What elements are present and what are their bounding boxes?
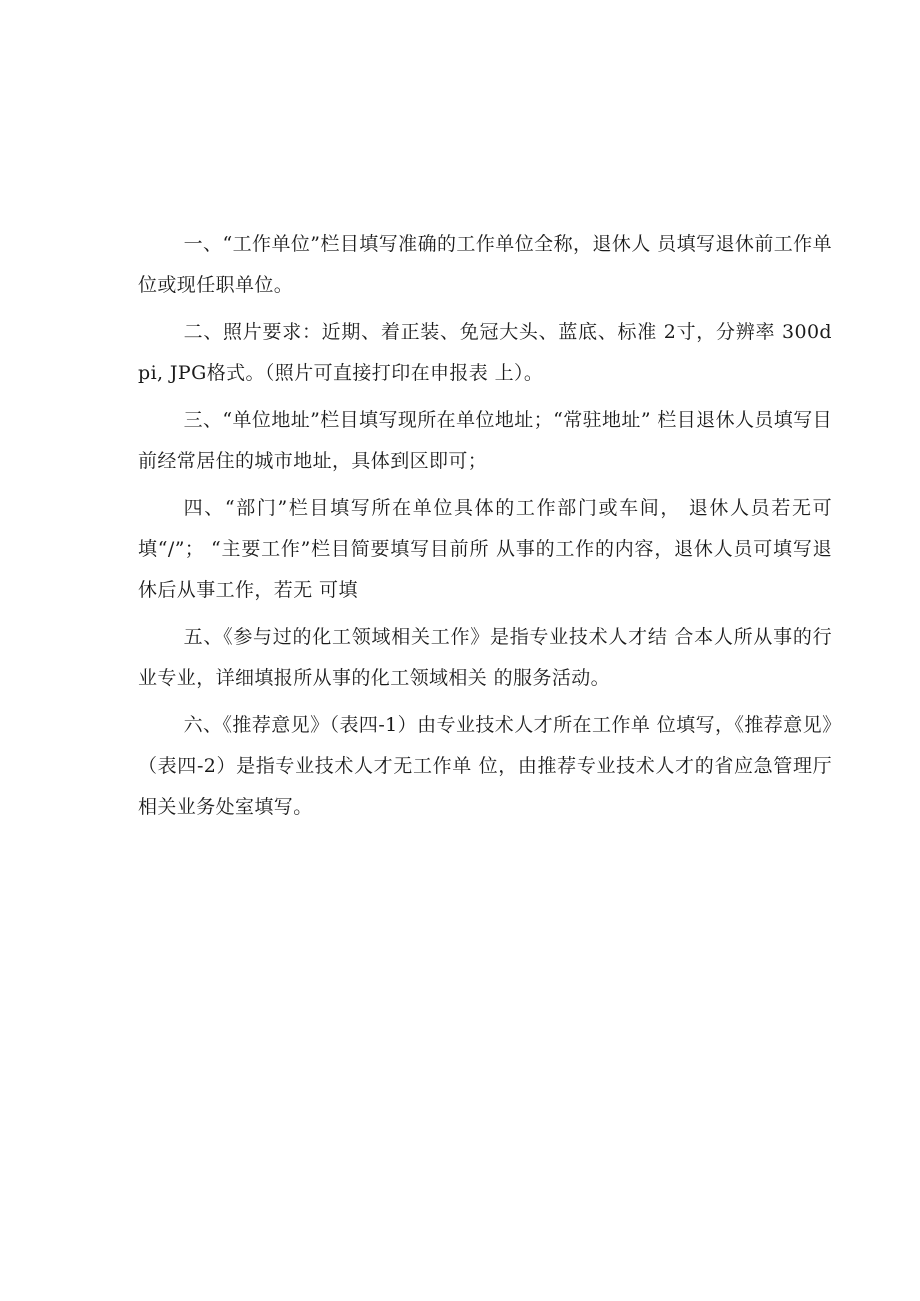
instruction-paragraph-3: 三、“单位地址”栏目填写现所在单位地址；“常驻地址” 栏目退休人员填写目前经常居住的城市地址，具体到区即可； [138,409,832,472]
instructions-body [138,224,832,834]
instruction-paragraph-6: 六、《推荐意见》（表四-1）由专业技术人才所在工作单 位填写，《推荐意见》（表四-2）是指专业技术人才无工作单 位，由推荐专业技术人才的省应急管理厅相关业务处室填写。 [138,714,832,818]
instruction-paragraph-2: 二、照片要求：近期、着正装、免冠大头、蓝底、标准 2寸，分辨率 300dpi, JPG格式。（照片可直接打印在申报表 上）。 [138,321,832,384]
instruction-paragraph-4: 四、“部门”栏目填写所在单位具体的工作部门或车间， 退休人员若无可填“/”； “主要工作”栏目简要填写目前所 从事的工作的内容，退休人员可填写退休后从事工作，若无 可填 [138,497,832,601]
instruction-paragraph-5: 五、《参与过的化工领域相关工作》是指专业技术人才结 合本人所从事的行业专业，详细填报所从事的化工领域相关 的服务活动。 [138,626,832,689]
instruction-paragraph-1: 一、“工作单位”栏目填写准确的工作单位全称，退休人 员填写退休前工作单位或现任职单位。 [138,233,832,296]
